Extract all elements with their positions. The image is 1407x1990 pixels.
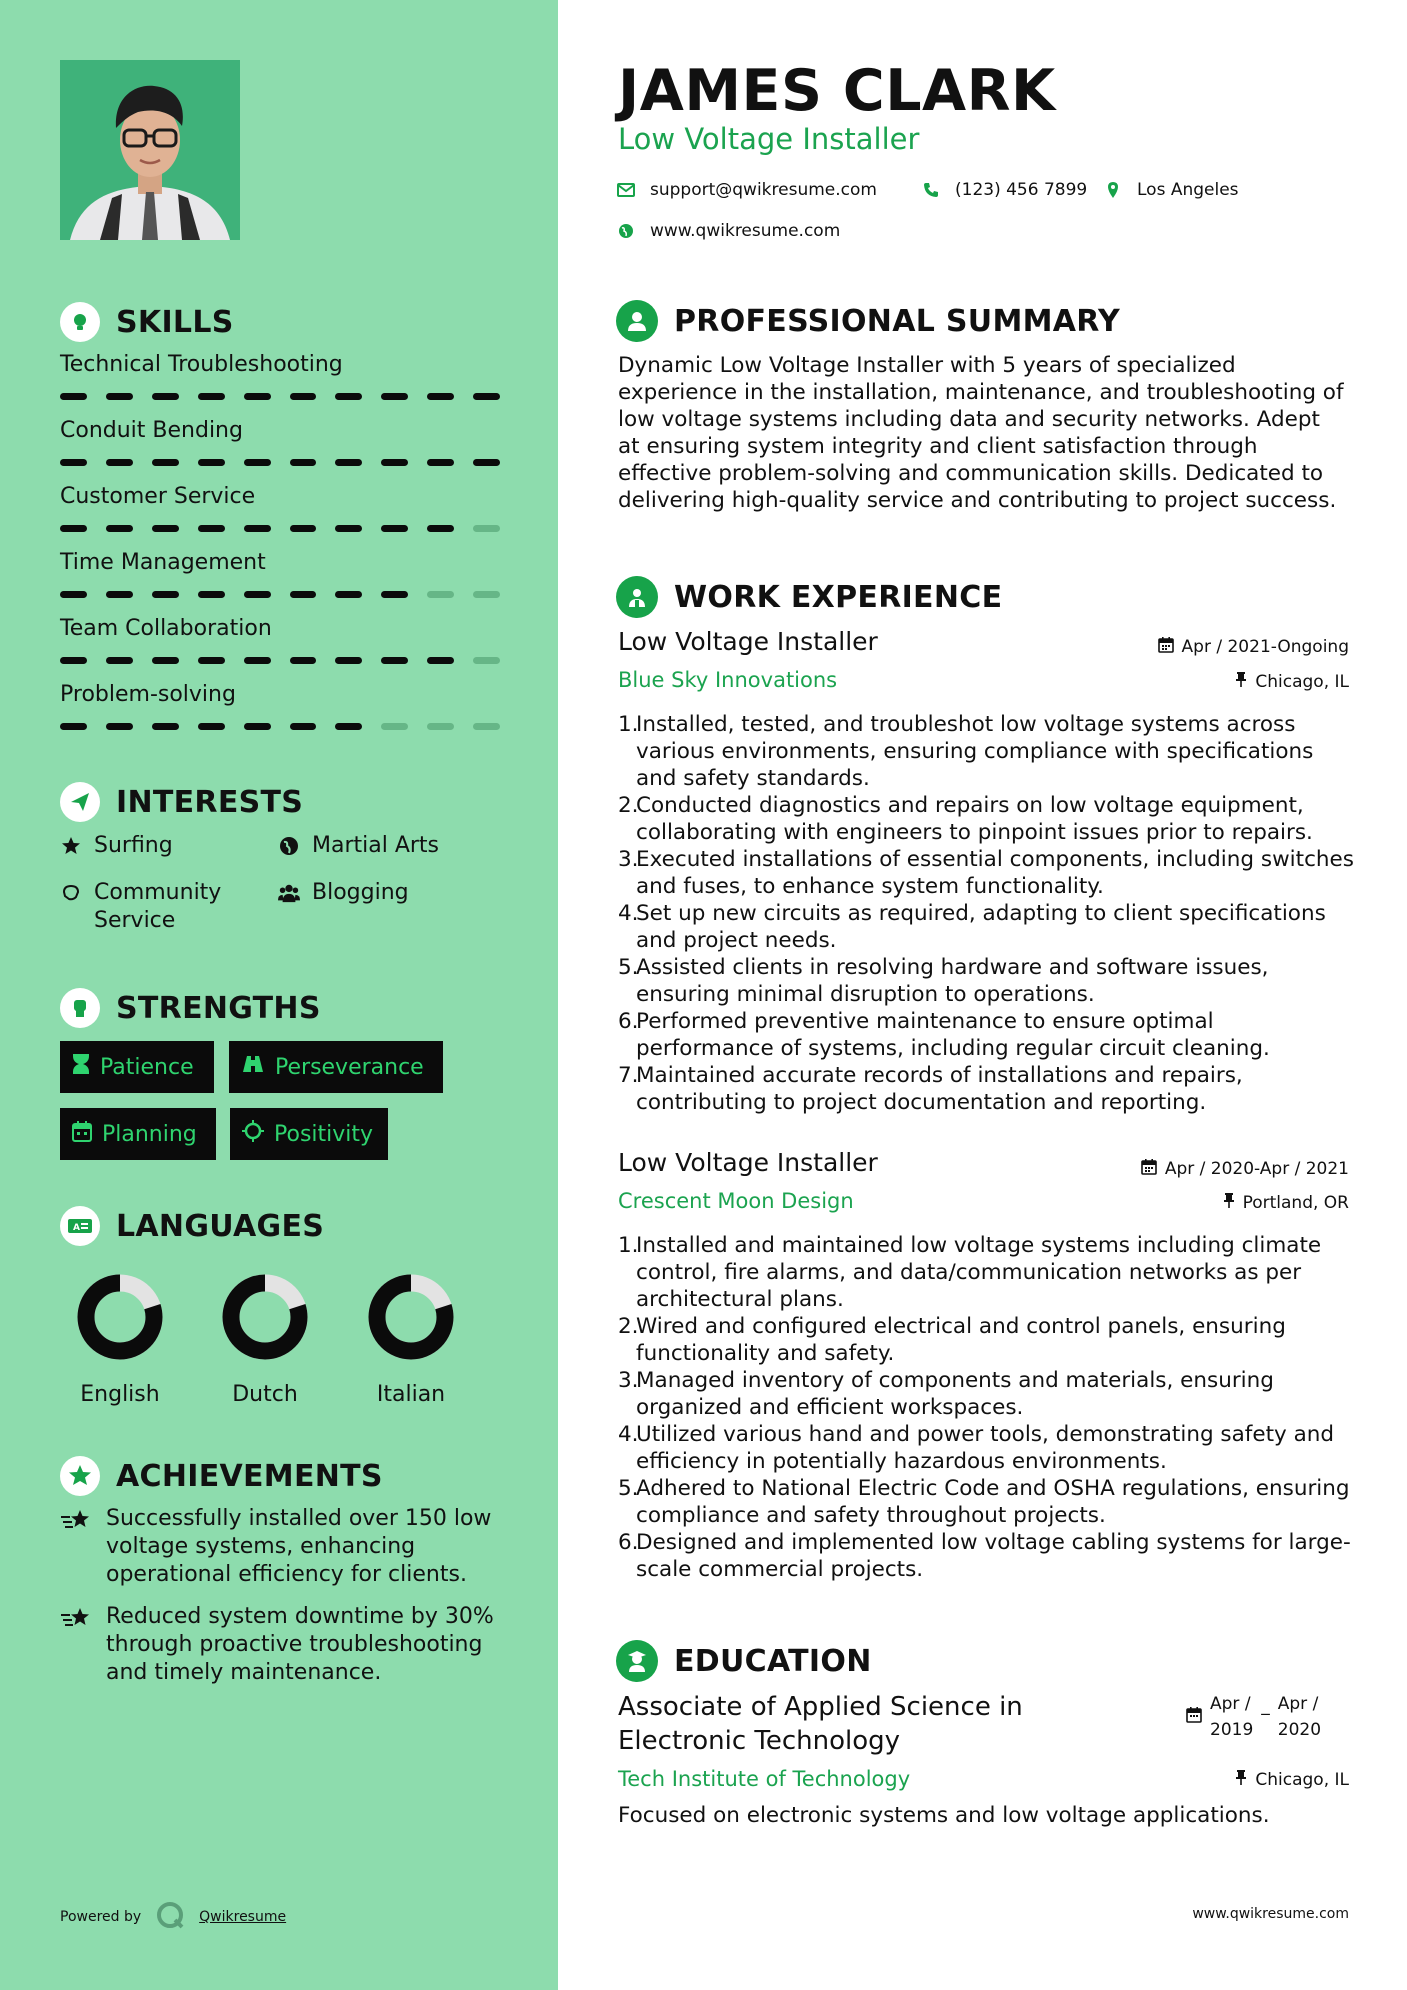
phone-icon	[921, 182, 941, 198]
skill-level-dash	[60, 723, 87, 730]
skill-level-dash	[152, 459, 179, 466]
company-name: Blue Sky Innovations	[618, 668, 838, 692]
candidate-title: Low Voltage Installer	[618, 122, 920, 156]
paper-plane-icon	[60, 782, 100, 822]
interest-item: Martial Arts	[278, 832, 439, 860]
skill-level-dash	[106, 393, 133, 400]
skill-name: Conduit Bending	[60, 418, 243, 443]
sidebar	[0, 0, 558, 1990]
shooting-star-icon	[60, 1505, 96, 1589]
footer-website-link[interactable]: www.qwikresume.com	[1192, 1906, 1349, 1922]
skill-level-dash	[427, 591, 454, 598]
skill-level-dash	[427, 723, 454, 730]
skill-level-dash	[152, 723, 179, 730]
skill-level-dash	[335, 657, 362, 664]
strength-tag: Planning	[60, 1108, 216, 1160]
achievements-heading: ACHIEVEMENTS	[60, 1456, 383, 1496]
website-contact[interactable]: www.qwikresume.com	[616, 221, 840, 241]
skill-level-dash	[60, 657, 87, 664]
language-level-ring	[368, 1274, 454, 1360]
degree-title: Associate of Applied Science in Electronic Technology	[618, 1692, 1023, 1756]
achievement-item: Reduced system downtime by 30% through proactive troubleshooting and timely maintenance.	[60, 1603, 510, 1687]
skill-item	[60, 616, 500, 664]
fist-icon	[60, 988, 100, 1028]
skill-level-dash	[473, 591, 500, 598]
phone-contact[interactable]: (123) 456 7899	[921, 180, 1087, 200]
skill-level-dash	[244, 723, 271, 730]
users-icon	[278, 879, 300, 907]
skill-name: Team Collaboration	[60, 616, 272, 641]
skill-level-dash	[244, 591, 271, 598]
skill-level-dash	[335, 525, 362, 532]
list-item: 3. Managed inventory of components and materials, ensuring organized and efficient workspaces.	[618, 1368, 1274, 1420]
date-start: Apr / 2019	[1210, 1694, 1254, 1740]
qwikresume-link[interactable]: Qwikresume	[199, 1909, 287, 1925]
skill-level-dash	[290, 591, 317, 598]
skills-heading: SKILLS	[60, 302, 234, 342]
email-contact[interactable]: support@qwikresume.com	[616, 180, 877, 200]
skill-level-dash	[427, 393, 454, 400]
skill-level-dash	[106, 459, 133, 466]
skill-level-dash	[290, 723, 317, 730]
pushpin-icon	[1235, 671, 1247, 693]
skill-level-dash	[427, 525, 454, 532]
skill-level-dash	[473, 393, 500, 400]
summary-heading: PROFESSIONAL SUMMARY	[616, 300, 1120, 342]
person-avatar-icon	[60, 60, 240, 240]
skill-level-dash	[335, 393, 362, 400]
education-location: Chicago, IL	[1235, 1769, 1349, 1791]
achievement-item: Successfully installed over 150 low voltage systems, enhancing operational efficiency for clients.	[60, 1505, 510, 1589]
skill-level-dash	[60, 525, 87, 532]
job-date: Apr / 2020-Apr / 2021	[1141, 1158, 1349, 1180]
skill-level-dash	[244, 525, 271, 532]
list-item: 4. Set up new circuits as required, adapting to client specifications and project needs.	[618, 901, 1326, 953]
skill-level-bar	[60, 393, 500, 400]
star-icon	[60, 832, 82, 860]
list-item: 6. Designed and implemented low voltage cabling systems for large-scale commercial projects.	[618, 1530, 1351, 1582]
skill-level-dash	[335, 591, 362, 598]
list-item: 6. Performed preventive maintenance to ensure optimal performance of systems, including regular circuit cleaning.	[618, 1009, 1270, 1061]
skill-name: Time Management	[60, 550, 266, 575]
envelope-icon	[616, 183, 636, 197]
skill-item	[60, 418, 500, 466]
skill-level-dash	[290, 459, 317, 466]
strengths-heading: STRENGTHS	[60, 988, 321, 1028]
skill-name: Customer Service	[60, 484, 256, 509]
skill-item	[60, 682, 500, 730]
skill-level-dash	[381, 723, 408, 730]
list-item: 1. Installed and maintained low voltage systems including climate control, fire alarms, and data/communication networks as per architectural plans.	[618, 1233, 1322, 1312]
language-level-ring	[222, 1274, 308, 1360]
experience-heading: WORK EXPERIENCE	[616, 576, 1002, 618]
qwikresume-logo-icon	[155, 1900, 185, 1934]
skill-level-dash	[290, 657, 317, 664]
job-location: Chicago, IL	[1235, 671, 1349, 693]
education-heading: EDUCATION	[616, 1640, 872, 1682]
skill-level-dash	[106, 525, 133, 532]
company-name: Crescent Moon Design	[618, 1189, 854, 1213]
job-responsibilities	[618, 1232, 1358, 1583]
profile-photo	[60, 60, 240, 240]
skill-level-dash	[381, 525, 408, 532]
candidate-name: JAMES CLARK	[618, 58, 1056, 124]
lightbulb-icon	[60, 302, 100, 342]
interest-item: Blogging	[278, 879, 409, 907]
language-item: Italian	[351, 1274, 471, 1407]
skill-level-dash	[244, 393, 271, 400]
pushpin-icon	[1235, 1769, 1247, 1791]
list-item: 5. Assisted clients in resolving hardware and software issues, ensuring minimal disruption to operations.	[618, 955, 1269, 1007]
skill-level-dash	[473, 723, 500, 730]
calendar-icon	[1186, 1691, 1202, 1743]
globe-icon	[278, 832, 300, 860]
skill-level-dash	[152, 393, 179, 400]
summary-text: Dynamic Low Voltage Installer with 5 years of specialized experience in the installation, maintenance, and troubleshooting of low voltage systems including data and security networks. Adept at ensuring system integrity and client satisfaction through effective problem-solving and communication skills. Dedicated to delivering high-quality service and contributing to project success.	[618, 353, 1344, 513]
strength-tag: Positivity	[230, 1108, 388, 1160]
skill-name: Problem-solving	[60, 682, 236, 707]
skill-name: Technical Troubleshooting	[60, 352, 343, 377]
binoculars-icon	[241, 1054, 265, 1080]
language-item: English	[60, 1274, 180, 1407]
skill-level-dash	[427, 657, 454, 664]
list-item: 4. Utilized various hand and power tools, demonstrating safety and efficiency in potentially hazardous environments.	[618, 1422, 1335, 1474]
list-item: 5. Adhered to National Electric Code and OSHA regulations, ensuring compliance and safety throughout projects.	[618, 1476, 1350, 1528]
job-responsibilities	[618, 711, 1358, 1116]
list-item: 1. Installed, tested, and troubleshot low voltage systems across various environments, ensuring compliance with specifications and safety standards.	[618, 712, 1314, 791]
shooting-star-icon	[60, 1603, 96, 1687]
calendar-icon	[1158, 636, 1174, 658]
skill-level-dash	[427, 459, 454, 466]
pushpin-icon	[1223, 1192, 1235, 1214]
list-item: 2. Conducted diagnostics and repairs on low voltage equipment, collaborating with engineers to pinpoint issues prior to repairs.	[618, 793, 1313, 845]
interest-item: Community Service	[60, 879, 250, 935]
skill-level-dash	[381, 657, 408, 664]
skill-level-dash	[106, 723, 133, 730]
education-date	[1186, 1691, 1321, 1743]
skill-level-dash	[381, 459, 408, 466]
strength-tag: Perseverance	[229, 1041, 443, 1093]
location-contact: Los Angeles	[1103, 180, 1239, 200]
skill-level-dash	[473, 459, 500, 466]
user-icon	[616, 300, 658, 342]
skill-level-dash	[244, 657, 271, 664]
globe-icon	[616, 223, 636, 239]
skill-level-dash	[198, 723, 225, 730]
skill-level-dash	[60, 459, 87, 466]
graduate-icon	[616, 1640, 658, 1682]
award-star-icon	[60, 1456, 100, 1496]
skill-level-dash	[60, 591, 87, 598]
skill-level-bar	[60, 657, 500, 664]
skill-item	[60, 484, 500, 532]
date-end: Apr / 2020	[1277, 1694, 1322, 1740]
job-location: Portland, OR	[1223, 1192, 1349, 1214]
skill-level-dash	[473, 657, 500, 664]
powered-by: Powered by Qwikresume	[60, 1900, 286, 1934]
skill-level-dash	[152, 525, 179, 532]
skill-level-dash	[198, 525, 225, 532]
interest-item: Surfing	[60, 832, 173, 860]
skill-level-dash	[106, 591, 133, 598]
skill-level-dash	[198, 459, 225, 466]
list-item: 2. Wired and configured electrical and control panels, ensuring functionality and safety.	[618, 1314, 1286, 1366]
skill-level-dash	[335, 459, 362, 466]
skill-level-dash	[244, 459, 271, 466]
skill-level-bar	[60, 525, 500, 532]
strength-tag: Patience	[60, 1041, 214, 1093]
skill-level-bar	[60, 459, 500, 466]
calendar-icon	[72, 1120, 92, 1148]
date-separator: _	[1261, 1696, 1270, 1716]
skill-level-dash	[198, 591, 225, 598]
school-name: Tech Institute of Technology	[618, 1767, 911, 1791]
language-icon	[60, 1206, 100, 1246]
skill-level-dash	[152, 657, 179, 664]
job-title: Low Voltage Installer	[618, 627, 878, 656]
skill-level-bar	[60, 723, 500, 730]
interests-heading: INTERESTS	[60, 782, 303, 822]
languages-heading: A LANGUAGES	[60, 1206, 324, 1246]
svg-text:A: A	[73, 1223, 81, 1233]
job-title: Low Voltage Installer	[618, 1148, 878, 1177]
skill-item	[60, 352, 500, 400]
skill-level-dash	[335, 723, 362, 730]
main-content	[558, 0, 1407, 1990]
skill-level-dash	[198, 393, 225, 400]
hourglass-icon	[72, 1053, 90, 1081]
sun-icon	[242, 1120, 264, 1148]
language-level-ring	[77, 1274, 163, 1360]
education-description: Focused on electronic systems and low voltage applications.	[618, 1803, 1270, 1828]
skill-level-dash	[198, 657, 225, 664]
skill-level-dash	[381, 591, 408, 598]
calendar-icon	[1141, 1158, 1157, 1180]
skill-level-dash	[473, 525, 500, 532]
list-item: 3. Executed installations of essential components, including switches and fuses, to enhance system functionality.	[618, 847, 1354, 899]
skill-level-dash	[290, 525, 317, 532]
handshake-icon	[60, 879, 82, 907]
list-item: 7. Maintained accurate records of installations and repairs, contributing to project documentation and reporting.	[618, 1063, 1243, 1115]
skill-item	[60, 550, 500, 598]
job-date: Apr / 2021-Ongoing	[1158, 636, 1349, 658]
skill-level-bar	[60, 591, 500, 598]
skill-level-dash	[290, 393, 317, 400]
map-pin-icon	[1103, 181, 1123, 199]
skill-level-dash	[381, 393, 408, 400]
skill-level-dash	[60, 393, 87, 400]
skill-level-dash	[106, 657, 133, 664]
language-item: Dutch	[205, 1274, 325, 1407]
briefcase-user-icon	[616, 576, 658, 618]
skill-level-dash	[152, 591, 179, 598]
